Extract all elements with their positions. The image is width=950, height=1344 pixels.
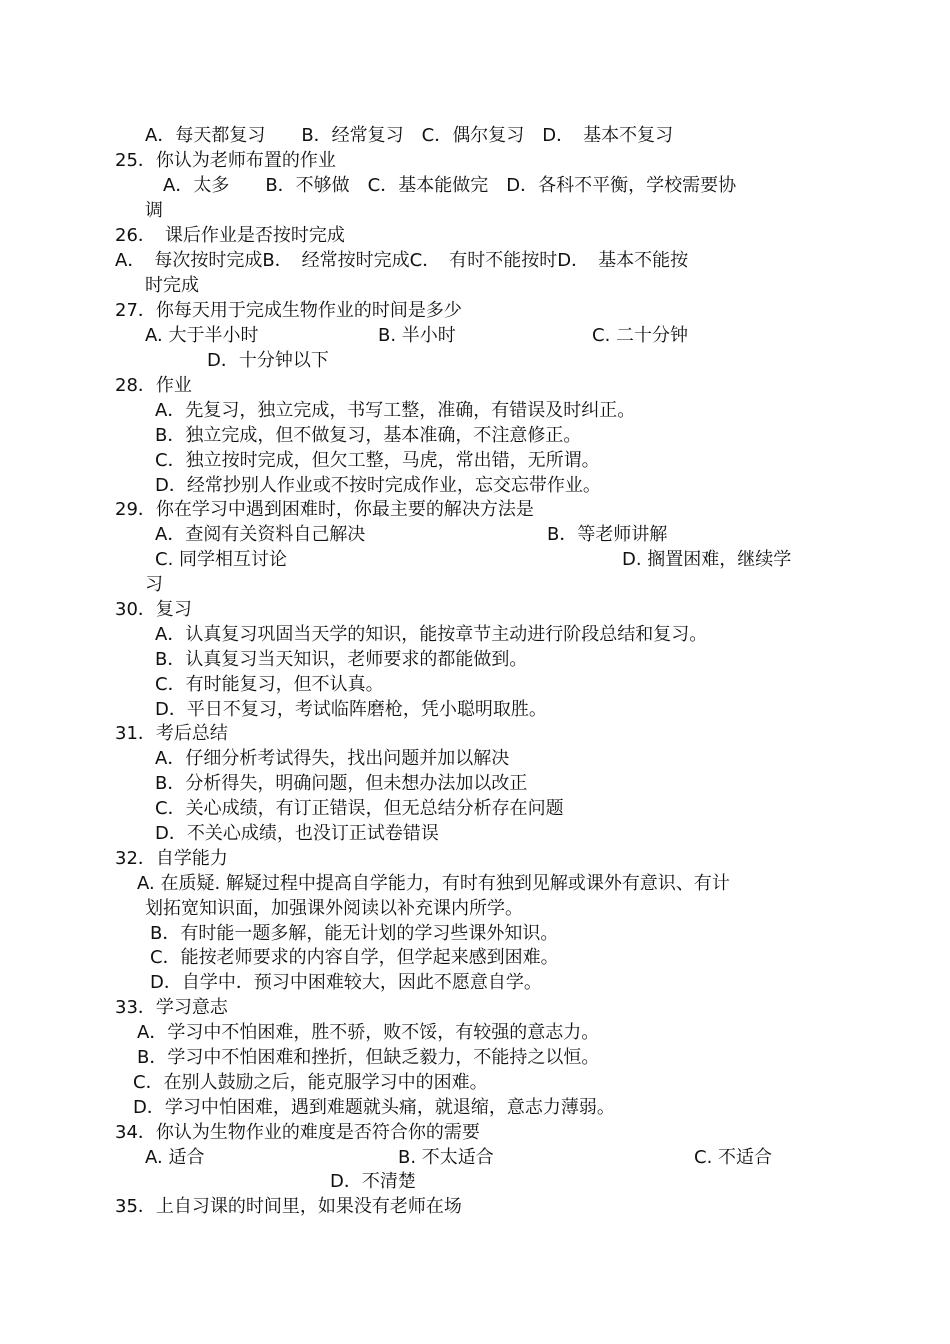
q27-question: 27．你每天用于完成生物作业的时间是多少: [115, 300, 462, 321]
q29-option-d: D. 搁置困难，继续学: [622, 549, 792, 570]
q33-option-b: B．学习中不怕困难和挫折，但缺乏毅力，不能持之以恒。: [137, 1047, 600, 1068]
q35-question: 35．上自习课的时间里，如果没有老师在场: [115, 1196, 462, 1217]
q32-option-c: C．能按老师要求的内容自学，但学起来感到困难。: [150, 947, 559, 968]
q34-option-d: D．不清楚: [330, 1171, 416, 1192]
q31-question: 31．考后总结: [115, 723, 228, 744]
q28-option-c: C．独立按时完成，但欠工整，马虎，常出错，无所谓。: [155, 450, 600, 471]
q30-option-a: A．认真复习巩固当天学的知识，能按章节主动进行阶段总结和复习。: [155, 624, 708, 645]
q28-question: 28．作业: [115, 375, 192, 396]
q29-option-d-continued: 习: [145, 574, 163, 595]
q29-option-c: C. 同学相互讨论: [155, 549, 288, 570]
q25-options-continued: 调: [145, 200, 163, 221]
q33-question: 33．学习意志: [115, 997, 228, 1018]
q31-option-a: A．仔细分析考试得失，找出问题并加以解决: [155, 748, 510, 769]
q26-options-continued: 时完成: [145, 275, 199, 296]
q27-option-c: C. 二十分钟: [592, 325, 689, 346]
q28-option-b: B．独立完成，但不做复习，基本准确，不注意修正。: [155, 425, 582, 446]
q31-option-b: B．分析得失，明确问题，但未想办法加以改正: [155, 773, 528, 794]
q25-options: A．太多 B．不够做 C．基本能做完 D．各科不平衡，学校需要协: [163, 175, 737, 196]
q27-option-d: D．十分钟以下: [207, 350, 329, 371]
q27-option-a: A. 大于半小时: [145, 325, 259, 346]
q33-option-d: D．学习中怕困难，遇到难题就头痛，就退缩，意志力薄弱。: [133, 1097, 615, 1118]
q34-option-c: C. 不适合: [694, 1147, 773, 1168]
q32-option-b: B．有时能一题多解，能无计划的学习些课外知识。: [150, 923, 559, 944]
q25-question: 25．你认为老师布置的作业: [115, 150, 336, 171]
q28-option-a: A．先复习，独立完成，书写工整，准确，有错误及时纠正。: [155, 400, 636, 421]
q30-option-d: D．平日不复习，考试临阵磨枪，凭小聪明取胜。: [155, 699, 547, 720]
q31-option-c: C．关心成绩，有订正错误，但无总结分析存在问题: [155, 798, 564, 819]
q32-option-a: A. 在质疑. 解疑过程中提高自学能力，有时有独到见解或课外有意识、有计: [137, 873, 730, 894]
q26-question: 26． 课后作业是否按时完成: [115, 225, 345, 246]
q34-question: 34．你认为生物作业的难度是否符合你的需要: [115, 1122, 480, 1143]
q29-option-a: A．查阅有关资料自己解决: [155, 524, 366, 545]
q34-option-a: A. 适合: [145, 1147, 205, 1168]
q28-option-d: D．经常抄别人作业或不按时完成作业，忘交忘带作业。: [155, 475, 601, 496]
q33-option-c: C．在别人鼓励之后，能克服学习中的困难。: [133, 1072, 488, 1093]
q30-option-c: C．有时能复习，但不认真。: [155, 674, 384, 695]
q34-option-b: B. 不太适合: [398, 1147, 494, 1168]
q33-option-a: A．学习中不怕困难，胜不骄，败不馁，有较强的意志力。: [137, 1022, 600, 1043]
q31-option-d: D．不关心成绩，也没订正试卷错误: [155, 823, 439, 844]
q32-option-a-continued: 划拓宽知识面，加强课外阅读以补充课内所学。: [145, 898, 523, 919]
q27-option-b: B. 半小时: [378, 325, 456, 346]
q32-question: 32．自学能力: [115, 848, 228, 869]
q24-options: A．每天都复习 B．经常复习 C．偶尔复习 D． 基本不复习: [145, 125, 674, 146]
q30-option-b: B．认真复习当天知识，老师要求的都能做到。: [155, 649, 528, 670]
q30-question: 30．复习: [115, 599, 192, 620]
q29-option-b: B．等老师讲解: [547, 524, 668, 545]
q32-option-d: D．自学中．预习中困难较大，因此不愿意自学。: [150, 972, 542, 993]
q29-question: 29．你在学习中遇到困难时，你最主要的解决方法是: [115, 499, 534, 520]
q26-options: A． 每次按时完成B． 经常按时完成C． 有时不能按时D． 基本不能按: [115, 250, 689, 271]
